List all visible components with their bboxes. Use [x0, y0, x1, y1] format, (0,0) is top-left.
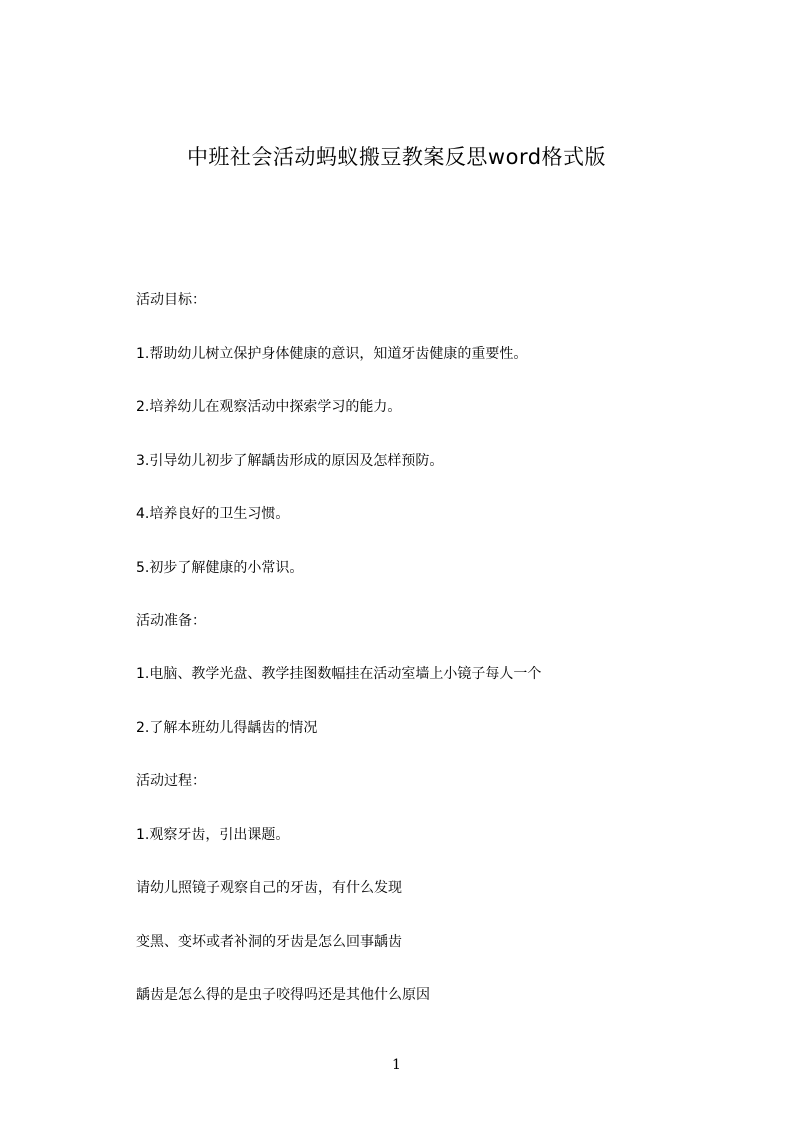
goal-item: 1.帮助幼儿树立保护身体健康的意识，知道牙齿健康的重要性。: [136, 346, 528, 362]
goal-item: 3.引导幼儿初步了解龋齿形成的原因及怎样预防。: [136, 453, 444, 469]
goal-item: 5.初步了解健康的小常识。: [136, 560, 304, 576]
process-paragraph: 请幼儿照镜子观察自己的牙齿，有什么发现: [136, 880, 402, 896]
process-item: 1.观察牙齿，引出课题。: [136, 827, 290, 843]
preparation-item: 1.电脑、教学光盘、教学挂图数幅挂在活动室墙上小镜子每人一个: [136, 666, 542, 682]
process-paragraph: 龋齿是怎么得的是虫子咬得吗还是其他什么原因: [136, 987, 430, 1003]
page-number: 1: [392, 1057, 401, 1073]
goal-item: 2.培养幼儿在观察活动中探索学习的能力。: [136, 399, 402, 415]
process-paragraph: 变黑、变坏或者补洞的牙齿是怎么回事龋齿: [136, 934, 402, 950]
preparation-item: 2.了解本班幼儿得龋齿的情况: [136, 720, 318, 736]
section-heading-goals: 活动目标：: [136, 292, 206, 308]
section-heading-preparation: 活动准备：: [136, 613, 206, 629]
section-heading-process: 活动过程：: [136, 773, 206, 789]
goal-item: 4.培养良好的卫生习惯。: [136, 506, 290, 522]
document-title: 中班社会活动蚂蚁搬豆教案反思word格式版: [186, 145, 607, 169]
